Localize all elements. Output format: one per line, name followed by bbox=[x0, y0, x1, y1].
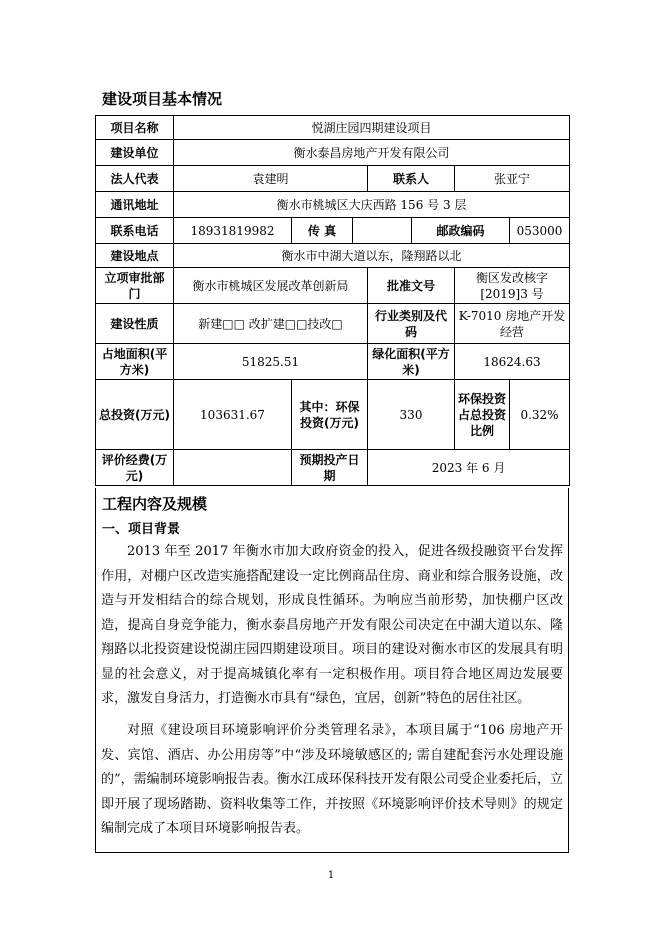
industry-label: 行业类别及代码 bbox=[368, 304, 455, 344]
builder-value: 衡水泰昌房地产开发有限公司 bbox=[174, 140, 570, 166]
project-name-value: 悦湖庄园四期建设项目 bbox=[174, 116, 570, 140]
industry-value: K-7010 房地产开发经营 bbox=[455, 304, 570, 344]
env-invest-label: 其中：环保投资(万元) bbox=[292, 380, 368, 450]
nature-label: 建设性质 bbox=[96, 304, 174, 344]
page-title: 建设项目基本情况 bbox=[102, 90, 223, 108]
project-info-table bbox=[95, 115, 570, 486]
green-value: 18624.63 bbox=[455, 344, 570, 380]
background-paragraph-2: 对照《建设项目环境影响评价分类管理名录》，本项目属于“106 房地产开发、宾馆、酒店、办公用房等”中“涉及环境敏感区的; 需自建配套污水处理设施的”，需编制环境影响报告表。衡水江成环保科技开发有限公司受企业委托后，立即开展了现场踏勘、资料收集等工作，并按照《环境影响评价技术导则》的规定编制完成了本项目环境影响报告表。 bbox=[101, 723, 563, 836]
address-label: 通讯地址 bbox=[96, 192, 174, 218]
contact-value: 张亚宁 bbox=[455, 166, 570, 192]
contact-label: 联系人 bbox=[368, 166, 455, 192]
green-label: 绿化面积(平方米) bbox=[368, 344, 455, 380]
fax-value bbox=[353, 218, 412, 244]
invest-label: 总投资(万元) bbox=[96, 380, 174, 450]
eval-fee-value bbox=[174, 450, 292, 486]
invest-value: 103631.67 bbox=[174, 380, 292, 450]
nature-value: 新建□□ 改扩建□□技改□ bbox=[174, 304, 368, 344]
env-ratio-value: 0.32% bbox=[510, 380, 570, 450]
approval-no-value: 衡区发改核字[2019]3 号 bbox=[455, 268, 570, 304]
builder-label: 建设单位 bbox=[96, 140, 174, 166]
section-title: 工程内容及规模 bbox=[102, 495, 208, 513]
site-value: 衡水市中湖大道以东，隆翔路以北 bbox=[174, 244, 570, 268]
approval-no-label: 批准文号 bbox=[368, 268, 455, 304]
address-value: 衡水市桃城区大庆西路 156 号 3 层 bbox=[174, 192, 570, 218]
postcode-label: 邮政编码 bbox=[412, 218, 510, 244]
phone-value: 18931819982 bbox=[174, 218, 292, 244]
legal-rep-value: 袁建明 bbox=[174, 166, 368, 192]
operation-value: 2023 年 6 月 bbox=[368, 450, 570, 486]
eval-fee-label: 评价经费(万元) bbox=[96, 450, 174, 486]
env-invest-value: 330 bbox=[368, 380, 455, 450]
legal-rep-label: 法人代表 bbox=[96, 166, 174, 192]
background-paragraph-1: 2013 年至 2017 年衡水市加大政府资金的投入，促进各级投融资平台发挥作用，对棚户区改造实施搭配建设一定比例商品住房、商业和综合服务设施，改造与开发相结合的综合规划，形成良性循环。为响应当前形势，加快棚户区改造，提高自身竞争能力，衡水泰昌房地产开发有限公司决定在中湖大道以东、隆翔路以北投资建设悦湖庄园四期建设项目。项目的建设对衡水市区的发展具有明显的社会意义，对于提高城镇化率有一定积极作用。项目符合地区周边发展要求，激发自身活力，打造衡水市具有“绿色，宜居，创新”特色的居住社区。 bbox=[101, 544, 563, 706]
page-number: 1 bbox=[327, 870, 335, 881]
fax-label: 传 真 bbox=[292, 218, 353, 244]
phone-label: 联系电话 bbox=[96, 218, 174, 244]
area-value: 51825.51 bbox=[174, 344, 368, 380]
site-label: 建设地点 bbox=[96, 244, 174, 268]
approval-dept-value: 衡水市桃城区发展改革创新局 bbox=[174, 268, 368, 304]
project-name-label: 项目名称 bbox=[96, 116, 174, 140]
area-label: 占地面积(平方米) bbox=[96, 344, 174, 380]
env-ratio-label: 环保投资占总投资比例 bbox=[455, 380, 510, 450]
subsection-title: 一、项目背景 bbox=[102, 522, 181, 537]
approval-dept-label: 立项审批部门 bbox=[96, 268, 174, 304]
postcode-value: 053000 bbox=[510, 218, 570, 244]
operation-label: 预期投产日期 bbox=[292, 450, 368, 486]
